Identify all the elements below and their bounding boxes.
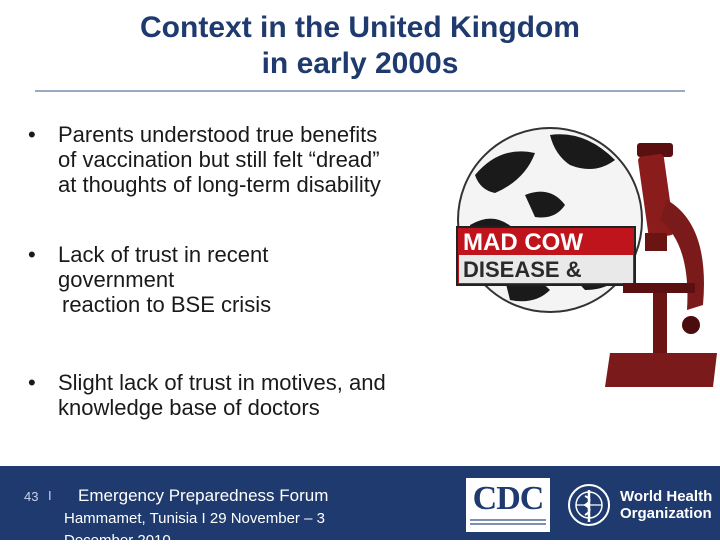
footer-separator: I [48, 488, 52, 503]
bullet-dot: • [28, 122, 36, 147]
mad-cow-microscope-illustration [455, 105, 720, 395]
who-emblem-icon [566, 482, 612, 528]
bullet-line: Lack of trust in recent [58, 242, 269, 267]
bullet-line: Parents understood true benefits [58, 122, 378, 147]
title-line-1: Context in the United Kingdom [140, 11, 580, 44]
bullet-line: knowledge base of doctors [58, 395, 320, 420]
forum-date-continued: December 2010 [64, 532, 171, 549]
bullet-line: of vaccination but still felt “dread” [58, 147, 380, 172]
who-line-1: World Health [620, 488, 713, 505]
bullet-dot: • [28, 370, 36, 395]
bullet-line: government [58, 267, 175, 292]
sign-line-2: DISEASE & [463, 257, 582, 282]
title-divider [35, 90, 685, 92]
mad-cow-sign [457, 227, 635, 285]
forum-location-date: Hammamet, Tunisia I 29 November – 3 [64, 510, 325, 527]
who-line-2: Organization [620, 505, 712, 522]
bullet-line: at thoughts of long-term disability [58, 172, 381, 197]
bullet-dot: • [28, 242, 36, 267]
footer-bar [0, 466, 720, 549]
title-line-2: in early 2000s [261, 47, 459, 80]
cdc-logo-text: CDC [472, 480, 544, 517]
who-logo-text [620, 488, 712, 522]
bullet-text [58, 242, 478, 317]
cdc-logo [466, 478, 550, 532]
forum-name: Emergency Preparedness Forum [78, 486, 329, 505]
bullet-text [58, 370, 478, 420]
page-number: 43 [24, 489, 39, 504]
cdc-logo-tagline [470, 519, 546, 528]
sign-line-1: MAD COW [463, 229, 583, 256]
bullet-line: reaction to BSE crisis [62, 292, 272, 317]
bullet-line: Slight lack of trust in motives, and [58, 370, 386, 395]
bullet-text [58, 122, 478, 197]
slide-title [20, 10, 700, 82]
